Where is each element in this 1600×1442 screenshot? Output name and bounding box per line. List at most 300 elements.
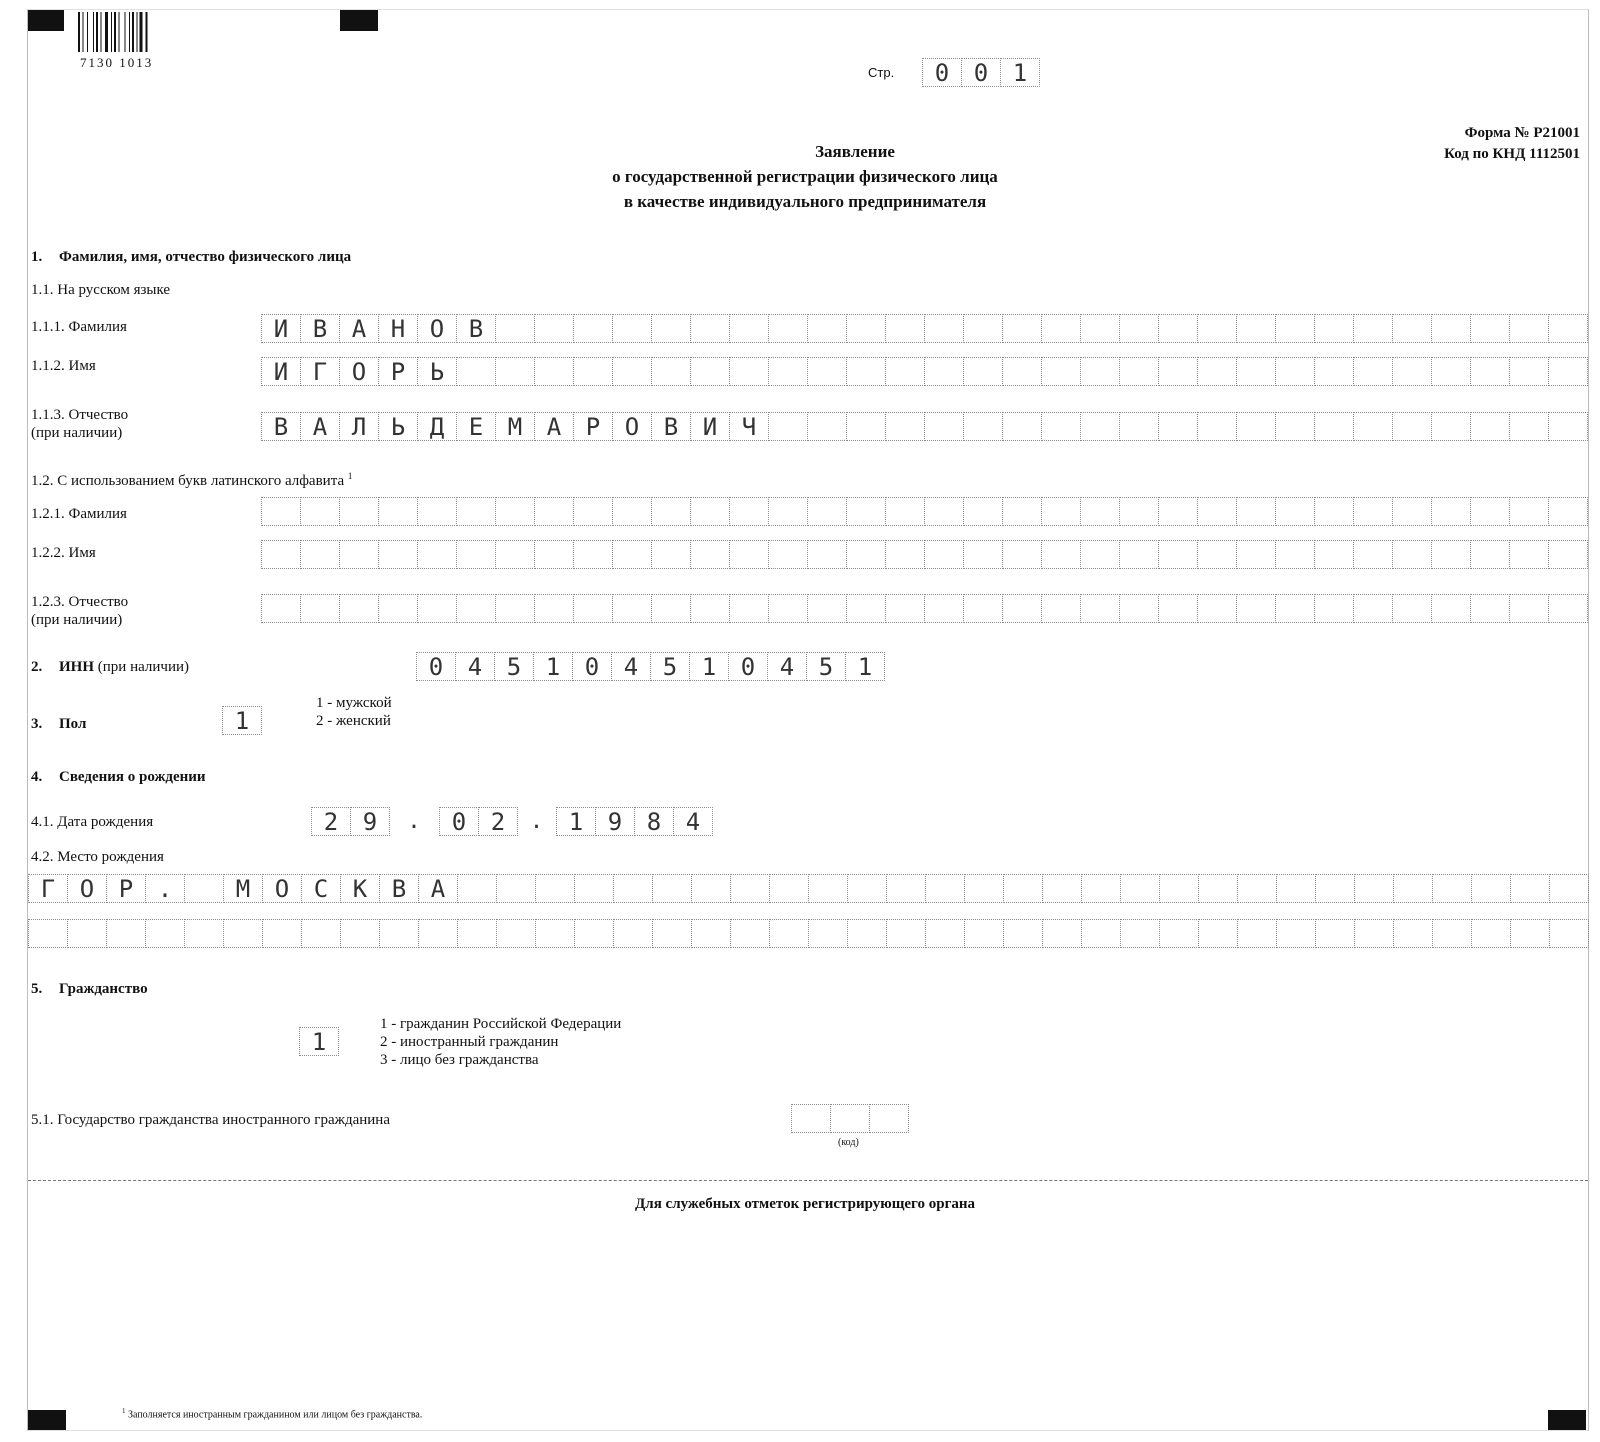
char-cell <box>1120 874 1160 903</box>
char-cell: 1 <box>845 652 885 681</box>
char-cell <box>1275 594 1315 623</box>
char-cell <box>1392 497 1432 526</box>
char-cell <box>791 1104 831 1133</box>
latin-alphabet-label <box>31 467 352 490</box>
char-cell <box>963 357 1003 386</box>
char-cell <box>1119 357 1159 386</box>
char-cell <box>885 357 925 386</box>
char-cell <box>1041 314 1081 343</box>
section-5-number: 5. <box>31 981 43 997</box>
char-cell <box>573 594 613 623</box>
char-cell <box>1392 540 1432 569</box>
char-cell: В <box>300 314 340 343</box>
char-cell <box>1276 919 1316 948</box>
char-cell <box>1314 357 1354 386</box>
char-cell <box>261 540 301 569</box>
char-cell <box>339 497 379 526</box>
char-cell: 2 <box>311 807 351 836</box>
char-cell <box>495 594 535 623</box>
char-cell <box>496 919 536 948</box>
form-subtitle-line-2: в качестве индивидуального предпринимателя <box>623 192 987 211</box>
char-cell: 1 <box>533 652 573 681</box>
latin-name-cells[interactable] <box>261 540 1587 569</box>
char-cell <box>612 497 652 526</box>
char-cell <box>807 540 847 569</box>
char-cell <box>1353 497 1393 526</box>
char-cell <box>730 919 770 948</box>
char-cell <box>1470 412 1510 441</box>
char-cell <box>885 594 925 623</box>
char-cell: О <box>339 357 379 386</box>
citizenship-option-1: 1 - гражданин Российской Федерации <box>380 1016 622 1032</box>
char-cell <box>769 874 809 903</box>
char-cell <box>1509 314 1549 343</box>
char-cell <box>1002 497 1042 526</box>
char-cell <box>418 919 458 948</box>
section-1-number: 1. <box>31 249 43 265</box>
char-cell <box>613 874 653 903</box>
char-cell <box>1198 874 1238 903</box>
char-cell <box>846 594 886 623</box>
char-cell <box>808 919 848 948</box>
char-cell: 1 <box>299 1027 339 1056</box>
char-cell <box>612 540 652 569</box>
barcode-bar <box>105 12 108 52</box>
char-cell <box>690 594 730 623</box>
char-cell <box>924 540 964 569</box>
char-cell <box>729 314 769 343</box>
form-knd-code: Код по КНД 1112501 <box>1444 146 1580 162</box>
barcode-bar <box>132 12 134 52</box>
gender-cell[interactable] <box>222 706 261 735</box>
patronymic-label: 1.1.3. Отчество <box>31 407 129 423</box>
latin-patronymic-note: (при наличии) <box>31 612 123 628</box>
char-cell <box>1470 497 1510 526</box>
char-cell: И <box>690 412 730 441</box>
char-cell <box>1392 357 1432 386</box>
char-cell <box>768 594 808 623</box>
official-divider <box>28 1180 1588 1181</box>
birth-month-cells[interactable] <box>439 807 517 836</box>
char-cell <box>1042 874 1082 903</box>
char-cell: К <box>340 874 380 903</box>
page-label: Стр. <box>868 65 895 80</box>
char-cell <box>768 314 808 343</box>
footnote <box>122 1402 422 1424</box>
char-cell <box>1197 540 1237 569</box>
char-cell: Н <box>378 314 418 343</box>
footnote-mark: 1 <box>122 1407 126 1415</box>
char-cell <box>652 919 692 948</box>
char-cell: Д <box>417 412 457 441</box>
char-cell <box>1392 412 1432 441</box>
char-cell: 1 <box>1000 58 1040 87</box>
char-cell <box>1393 919 1433 948</box>
gender-option-male: 1 - мужской <box>316 695 392 711</box>
form-title: Заявление <box>815 142 895 161</box>
char-cell <box>1510 874 1550 903</box>
birth-place-cells-line-1[interactable] <box>28 874 1588 903</box>
char-cell <box>1353 594 1393 623</box>
char-cell <box>1431 594 1471 623</box>
char-cell <box>106 919 146 948</box>
barcode-bar <box>146 12 148 52</box>
name-label: 1.1.2. Имя <box>31 358 96 374</box>
inn-cells[interactable] <box>416 652 884 681</box>
char-cell <box>1432 874 1472 903</box>
char-cell <box>495 540 535 569</box>
char-cell <box>1236 412 1276 441</box>
russian-language-label: 1.1. На русском языке <box>31 282 171 298</box>
char-cell <box>691 874 731 903</box>
char-cell: А <box>339 314 379 343</box>
char-cell <box>417 540 457 569</box>
char-cell <box>963 540 1003 569</box>
char-cell <box>924 497 964 526</box>
surname-label: 1.1.1. Фамилия <box>31 319 127 335</box>
char-cell <box>535 919 575 948</box>
char-cell <box>651 594 691 623</box>
section-4-heading: Сведения о рождении <box>59 769 206 785</box>
char-cell <box>691 919 731 948</box>
barcode-image <box>78 12 174 56</box>
char-cell: О <box>262 874 302 903</box>
char-cell <box>924 594 964 623</box>
char-cell <box>573 357 613 386</box>
char-cell <box>768 540 808 569</box>
char-cell <box>1353 357 1393 386</box>
official-heading: Для служебных отметок регистрирующего органа <box>634 1196 976 1212</box>
section-1-heading: Фамилия, имя, отчество физического лица <box>59 249 352 265</box>
section-3-heading: Пол <box>59 716 87 732</box>
char-cell: Г <box>28 874 68 903</box>
char-cell: 9 <box>350 807 390 836</box>
char-cell <box>1002 412 1042 441</box>
char-cell <box>1431 540 1471 569</box>
section-3-number: 3. <box>31 716 43 732</box>
char-cell: 0 <box>416 652 456 681</box>
char-cell <box>1041 357 1081 386</box>
barcode-bar <box>111 12 112 52</box>
inn-note: (при наличии) <box>97 659 189 675</box>
char-cell <box>1314 497 1354 526</box>
char-cell <box>1198 919 1238 948</box>
barcode-bar <box>83 12 84 52</box>
char-cell: Ь <box>378 412 418 441</box>
char-cell <box>690 314 730 343</box>
date-separator: . <box>407 809 421 834</box>
char-cell <box>1314 594 1354 623</box>
char-cell <box>1119 412 1159 441</box>
char-cell <box>1509 412 1549 441</box>
section-4-number: 4. <box>31 769 43 785</box>
barcode-bar <box>96 12 98 52</box>
barcode-bar <box>87 12 88 52</box>
char-cell <box>574 874 614 903</box>
char-cell <box>807 497 847 526</box>
section-5-heading: Гражданство <box>59 981 148 997</box>
char-cell <box>1314 412 1354 441</box>
char-cell <box>534 594 574 623</box>
char-cell: В <box>261 412 301 441</box>
char-cell: Р <box>106 874 146 903</box>
char-cell <box>1081 919 1121 948</box>
char-cell <box>1119 540 1159 569</box>
char-cell <box>690 357 730 386</box>
char-cell <box>869 1104 909 1133</box>
char-cell <box>964 874 1004 903</box>
corner-marker-top-left <box>28 10 64 31</box>
char-cell <box>1275 497 1315 526</box>
latin-patronymic-cells[interactable] <box>261 594 1587 623</box>
barcode-bar <box>140 12 143 52</box>
char-cell <box>339 594 379 623</box>
char-cell <box>223 919 263 948</box>
char-cell <box>145 919 185 948</box>
char-cell <box>1548 540 1588 569</box>
char-cell: 5 <box>806 652 846 681</box>
char-cell: И <box>261 314 301 343</box>
latin-surname-cells[interactable] <box>261 497 1587 526</box>
char-cell <box>729 540 769 569</box>
corner-marker-bottom-left <box>28 1410 66 1430</box>
patronymic-note: (при наличии) <box>31 425 123 441</box>
char-cell <box>378 497 418 526</box>
birth-place-cells-line-2[interactable] <box>28 919 1588 948</box>
char-cell <box>1159 874 1199 903</box>
char-cell <box>846 357 886 386</box>
char-cell <box>1509 357 1549 386</box>
barcode-bar <box>137 12 138 52</box>
birth-place-label: 4.2. Место рождения <box>31 849 164 865</box>
char-cell <box>1548 497 1588 526</box>
char-cell <box>612 314 652 343</box>
char-cell: Е <box>456 412 496 441</box>
char-cell: В <box>379 874 419 903</box>
char-cell <box>963 412 1003 441</box>
char-cell <box>1237 874 1277 903</box>
char-cell: А <box>418 874 458 903</box>
char-cell: Л <box>339 412 379 441</box>
patronymic-cells[interactable] <box>261 412 1587 441</box>
char-cell <box>924 314 964 343</box>
latin-name-label: 1.2.2. Имя <box>31 545 96 561</box>
char-cell <box>1158 314 1198 343</box>
char-cell <box>300 540 340 569</box>
char-cell <box>768 497 808 526</box>
char-cell <box>612 594 652 623</box>
char-cell <box>1197 314 1237 343</box>
char-cell <box>807 314 847 343</box>
char-cell <box>1158 540 1198 569</box>
char-cell <box>1041 412 1081 441</box>
foreign-state-code-cells[interactable] <box>791 1104 908 1133</box>
char-cell <box>964 919 1004 948</box>
name-cells[interactable] <box>261 357 1587 386</box>
char-cell <box>1275 540 1315 569</box>
latin-surname-label: 1.2.1. Фамилия <box>31 506 127 522</box>
citizenship-option-2: 2 - иностранный гражданин <box>380 1034 559 1050</box>
char-cell <box>1002 540 1042 569</box>
char-cell <box>1197 594 1237 623</box>
char-cell: 0 <box>439 807 479 836</box>
char-cell: Г <box>300 357 340 386</box>
surname-cells[interactable] <box>261 314 1587 343</box>
char-cell <box>1119 497 1159 526</box>
char-cell <box>807 412 847 441</box>
foreign-state-label: 5.1. Государство гражданства иностранного гражданина <box>31 1112 390 1128</box>
char-cell <box>1548 594 1588 623</box>
char-cell <box>534 357 574 386</box>
birth-year-cells[interactable] <box>556 807 712 836</box>
footnote-text: Заполняется иностранным гражданином или лицом без гражданства. <box>128 1409 423 1421</box>
char-cell: 4 <box>673 807 713 836</box>
char-cell <box>496 874 536 903</box>
code-caption: (код) <box>838 1137 859 1148</box>
char-cell <box>886 919 926 948</box>
char-cell: 1 <box>222 706 262 735</box>
char-cell: А <box>300 412 340 441</box>
char-cell <box>378 594 418 623</box>
char-cell: С <box>301 874 341 903</box>
char-cell: Ч <box>729 412 769 441</box>
char-cell: 1 <box>689 652 729 681</box>
char-cell <box>1041 540 1081 569</box>
char-cell <box>651 497 691 526</box>
form-number: Форма № Р21001 <box>1464 125 1580 141</box>
char-cell <box>1236 594 1276 623</box>
char-cell <box>1314 314 1354 343</box>
char-cell <box>1237 919 1277 948</box>
char-cell: 0 <box>728 652 768 681</box>
char-cell: Р <box>573 412 613 441</box>
char-cell <box>846 540 886 569</box>
char-cell <box>963 594 1003 623</box>
citizenship-cell[interactable] <box>299 1027 338 1056</box>
char-cell <box>885 540 925 569</box>
char-cell: О <box>417 314 457 343</box>
char-cell <box>1549 874 1589 903</box>
char-cell <box>730 874 770 903</box>
char-cell: О <box>612 412 652 441</box>
char-cell <box>457 919 497 948</box>
char-cell <box>652 874 692 903</box>
birth-date-field <box>311 807 712 836</box>
char-cell: В <box>456 314 496 343</box>
char-cell <box>963 314 1003 343</box>
char-cell <box>924 357 964 386</box>
char-cell <box>495 314 535 343</box>
char-cell <box>1275 314 1315 343</box>
char-cell <box>651 357 691 386</box>
char-cell: В <box>651 412 691 441</box>
char-cell <box>339 540 379 569</box>
char-cell <box>573 497 613 526</box>
form-subtitle-line-1: о государственной регистрации физического лица <box>612 167 998 186</box>
char-cell <box>1236 357 1276 386</box>
char-cell <box>456 357 496 386</box>
char-cell <box>261 497 301 526</box>
barcode-bar <box>119 12 120 52</box>
corner-marker-top-center <box>340 10 378 31</box>
char-cell <box>729 497 769 526</box>
char-cell <box>1158 594 1198 623</box>
char-cell <box>1431 357 1471 386</box>
char-cell: Р <box>378 357 418 386</box>
section-2-number: 2. <box>31 659 43 675</box>
char-cell <box>847 919 887 948</box>
char-cell: 5 <box>650 652 690 681</box>
char-cell: Ь <box>417 357 457 386</box>
char-cell <box>729 357 769 386</box>
char-cell <box>1158 497 1198 526</box>
char-cell <box>1510 919 1550 948</box>
char-cell <box>1080 594 1120 623</box>
char-cell: . <box>145 874 185 903</box>
char-cell <box>1354 874 1394 903</box>
char-cell <box>261 594 301 623</box>
birth-day-cells[interactable] <box>311 807 389 836</box>
char-cell <box>1236 314 1276 343</box>
char-cell: 2 <box>478 807 518 836</box>
citizenship-option-3: 3 - лицо без гражданства <box>380 1052 539 1068</box>
char-cell: 4 <box>455 652 495 681</box>
char-cell <box>1119 314 1159 343</box>
char-cell <box>1080 357 1120 386</box>
char-cell <box>1080 540 1120 569</box>
char-cell <box>1509 497 1549 526</box>
latin-patronymic-label: 1.2.3. Отчество <box>31 594 129 610</box>
char-cell <box>1236 497 1276 526</box>
char-cell <box>495 497 535 526</box>
char-cell <box>651 540 691 569</box>
barcode-number: 7130 1013 <box>80 55 154 70</box>
char-cell <box>378 540 418 569</box>
page-number-cells <box>922 58 1039 87</box>
char-cell <box>1041 594 1081 623</box>
barcode-bar <box>125 12 126 52</box>
char-cell <box>417 594 457 623</box>
char-cell <box>690 540 730 569</box>
char-cell <box>574 919 614 948</box>
char-cell: А <box>534 412 574 441</box>
char-cell <box>1120 919 1160 948</box>
char-cell <box>1159 919 1199 948</box>
char-cell <box>1354 919 1394 948</box>
char-cell <box>1197 357 1237 386</box>
char-cell <box>262 919 302 948</box>
char-cell <box>808 874 848 903</box>
char-cell <box>456 594 496 623</box>
char-cell <box>1549 919 1589 948</box>
char-cell <box>807 357 847 386</box>
char-cell <box>925 874 965 903</box>
char-cell <box>1276 874 1316 903</box>
char-cell <box>1548 357 1588 386</box>
char-cell <box>1432 919 1472 948</box>
char-cell <box>1197 412 1237 441</box>
char-cell <box>1392 594 1432 623</box>
char-cell <box>1119 594 1159 623</box>
char-cell <box>1158 412 1198 441</box>
char-cell: М <box>223 874 263 903</box>
char-cell <box>768 357 808 386</box>
char-cell <box>1470 540 1510 569</box>
char-cell: 9 <box>595 807 635 836</box>
char-cell <box>768 412 808 441</box>
char-cell: М <box>495 412 535 441</box>
char-cell <box>769 919 809 948</box>
